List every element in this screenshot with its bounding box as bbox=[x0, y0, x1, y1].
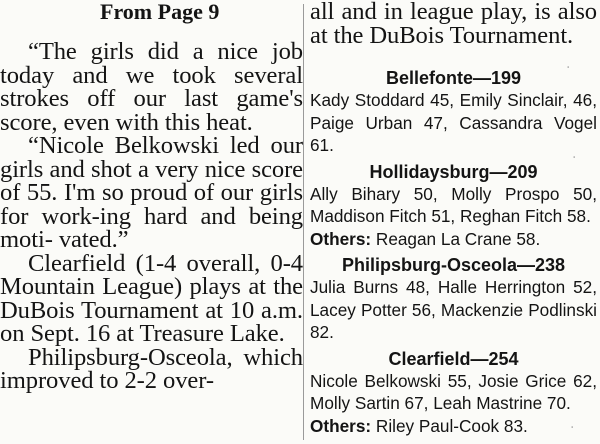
schedule-paragraph bbox=[0, 249, 304, 347]
text-line: strokes off our last game's bbox=[0, 85, 303, 112]
score-line: 52, Lacey Potter 56, Mackenzie bbox=[310, 277, 598, 320]
text-line: Philipsburg-Osceola, bbox=[28, 343, 233, 371]
text-line: ing hard and being moti- bbox=[0, 202, 303, 253]
text-line: vated.” bbox=[58, 226, 129, 253]
continuation-lead bbox=[310, 0, 597, 47]
text-line: at 10 a.m. on Sept. 16 at bbox=[0, 296, 303, 347]
others-text: Reagan La Crane 58. bbox=[371, 228, 541, 249]
text-line: which improved to 2-2 over- bbox=[0, 343, 303, 394]
text-line: score, even with this heat. bbox=[0, 108, 253, 136]
text-line: nice score of 55. I'm so bbox=[0, 155, 303, 206]
text-line: Clearfield (1-4 overall, 0- bbox=[28, 249, 291, 277]
team-heading: Hollidaysburg—209 bbox=[369, 161, 538, 182]
others-text: Riley Paul-Cook 83. bbox=[371, 415, 528, 436]
team-scores bbox=[310, 370, 597, 438]
others-label: Others: bbox=[310, 415, 372, 436]
score-line: Maddison Fitch 51, Reghan Fitch 58. bbox=[310, 206, 591, 226]
team-heading: Philipsburg-Osceola—238 bbox=[341, 255, 566, 275]
scan-speck: · bbox=[570, 420, 575, 436]
text-line: today and we took several bbox=[0, 61, 303, 89]
continued-from-kicker: From Page 9 bbox=[100, 0, 220, 24]
text-line: 4 Mountain League) plays bbox=[0, 249, 303, 300]
left-column bbox=[0, 0, 303, 393]
score-line: Julia Burns 48, Halle Herrington bbox=[310, 277, 566, 297]
text-line: Treasure Lake. bbox=[139, 320, 285, 347]
text-line: our girls and shot a very bbox=[0, 132, 303, 183]
score-line: Ally Bihary 50, Molly Prospo 50, bbox=[310, 183, 597, 204]
others-label: Others: bbox=[310, 228, 372, 249]
text-line: all and in league play, is bbox=[310, 0, 551, 25]
score-line: Nicole Belkowski 55, Josie Grice 62, bbox=[310, 370, 597, 391]
quote-paragraph-1 bbox=[0, 40, 303, 134]
text-line: “The girls did a nice job bbox=[28, 38, 303, 65]
team-scores bbox=[310, 89, 597, 157]
article-body-left bbox=[0, 40, 303, 393]
team-scores bbox=[310, 276, 597, 344]
team-heading: Clearfield—254 bbox=[388, 348, 519, 369]
score-line: Kady Stoddard 45, Emily Sinclair, bbox=[310, 90, 568, 110]
right-column bbox=[310, 0, 597, 441]
text-line: also at the DuBois bbox=[310, 0, 597, 49]
score-line: 46, Paige Urban 47, Cassandra Vogel bbox=[310, 90, 598, 133]
continuation-paragraph bbox=[0, 343, 303, 394]
score-line: 61. bbox=[310, 135, 334, 155]
text-line: proud of our girls for work- bbox=[0, 179, 303, 230]
results-box bbox=[310, 67, 597, 437]
text-line: Tournament. bbox=[449, 21, 574, 49]
team-scores bbox=[310, 183, 597, 251]
score-line: Podlinski 82. bbox=[310, 299, 597, 342]
scan-speck: · bbox=[566, 60, 571, 76]
column-divider bbox=[303, 4, 304, 440]
quote-paragraph-2 bbox=[0, 134, 303, 252]
team-heading: Bellefonte—199 bbox=[385, 68, 522, 88]
score-line: Molly Sartin 67, Leah Mastrine 70. bbox=[310, 393, 571, 413]
text-line: at the DuBois Tournament bbox=[0, 273, 304, 324]
scan-speck: · bbox=[572, 150, 577, 166]
text-line: “Nicole Belkowski led bbox=[28, 132, 260, 159]
